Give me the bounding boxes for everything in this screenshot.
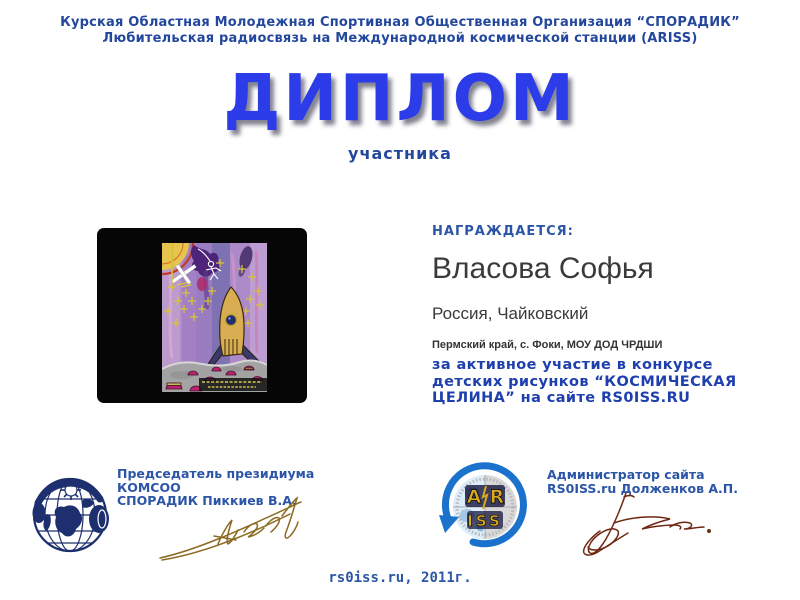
- awardee-school: Пермский край, с. Фоки, МОУ ДОД ЧРДШИ: [432, 339, 663, 351]
- awardee-location: Россия, Чайковский: [432, 304, 589, 323]
- svg-text:ISS: ISS: [467, 512, 503, 530]
- award-reason-line: ЦЕЛИНА” на сайте RS0ISS.RU: [432, 390, 691, 406]
- right-signature: [570, 487, 712, 567]
- child-drawing-image: [97, 228, 307, 403]
- left-signatory-line2: СПОРАДИК Пиккиев В.А.: [117, 493, 297, 508]
- left-signatory-line1: Председатель президиума КОМСОО: [117, 466, 315, 495]
- ariss-logo-icon: [437, 459, 529, 556]
- award-reason-line: за активное участие в конкурсе: [432, 357, 713, 373]
- right-signatory-line1: Администратор сайта: [547, 467, 705, 482]
- header-line-2: Любительская радиосвязь на Международной космической станции (ARISS): [102, 31, 698, 46]
- award-label: НАГРАЖДАЕТСЯ:: [432, 224, 574, 239]
- footer-site-year: rs0iss.ru, 2011г.: [328, 570, 472, 586]
- globe-headphones-icon: [26, 457, 116, 557]
- award-reason-line: детских рисунков “КОСМИЧЕСКАЯ: [432, 373, 737, 390]
- page-subtitle: участника: [348, 144, 452, 163]
- left-signature: [156, 492, 308, 564]
- svg-text:A: A: [466, 486, 482, 508]
- header-line-1: Курская Областная Молодежная Спортивная Общественная Организация “СПОРАДИК”: [60, 15, 740, 30]
- award-reason: [432, 357, 777, 407]
- awardee-name: Власова Софья: [432, 252, 654, 285]
- page-title: ДИПЛОМ: [223, 62, 577, 136]
- child-drawing-painting: [162, 243, 267, 392]
- right-signatory-site: RS0ISS.ru: [547, 480, 617, 496]
- right-signatory-name: Долженков А.П.: [616, 480, 738, 496]
- drawing-caption: [199, 378, 267, 391]
- svg-text:R: R: [489, 486, 505, 508]
